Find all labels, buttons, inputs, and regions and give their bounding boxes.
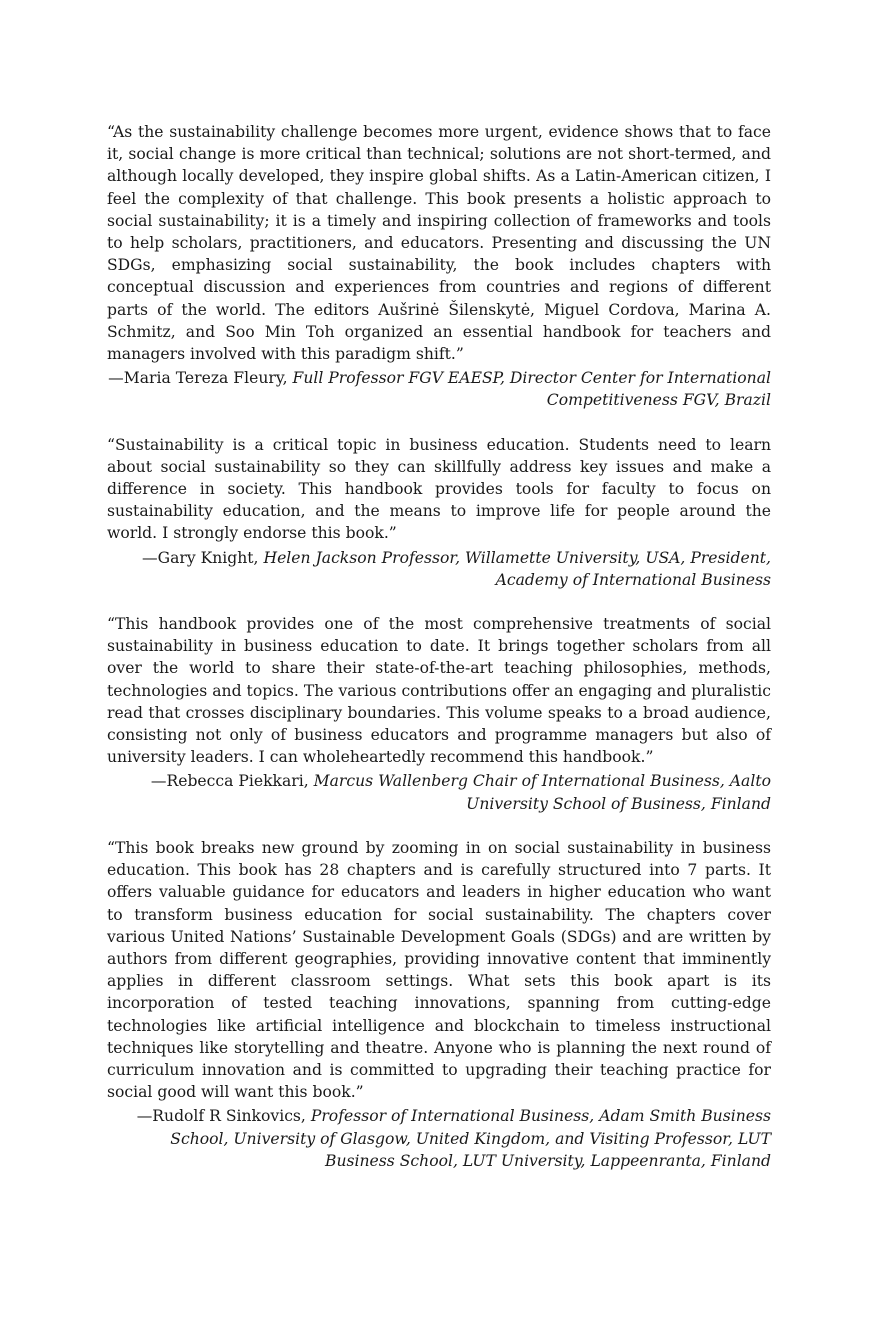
endorsement-attribution	[107, 367, 771, 411]
endorser-name: —Rudolf R Sinkovics,	[136, 1107, 306, 1126]
endorsement-sinkovics	[107, 837, 771, 1172]
endorser-title: Full Professor FGV EAESP, Director Center for International Competitiveness FGV, Brazil	[292, 369, 771, 410]
endorsement-quote: “This book breaks new ground by zooming in on social sustainability in business education. This book has 28 chapters and is carefully structured into 7 parts. It offers valuable guidance for educators and leaders in higher education who want to transform business education for social sustainability. The chapters cover various United Nations’ Sustainable Development Goals (SDGs) and are written by authors from different geographies, providing innovative content that imminently applies in different classroom settings. What sets this book apart is its incorporation of tested teaching innovations, spanning from cutting-edge technologies like artificial intelligence and blockchain to timeless instructional techniques like storytelling and theatre. Anyone who is planning the next round of curriculum innovation and is committed to upgrading their teaching practice for social good will want this book.”	[107, 838, 771, 1102]
endorsement-attribution	[107, 1105, 771, 1172]
endorsement-attribution	[107, 770, 771, 814]
endorser-title: Marcus Wallenberg Chair of International Business, Aalto University School of Business, Finland	[313, 772, 771, 813]
endorser-name: —Gary Knight,	[142, 548, 259, 567]
endorsement-quote: “As the sustainability challenge becomes more urgent, evidence shows that to face it, social change is more critical than technical; solutions are not short-termed, and although locally developed, they inspire global shifts. As a Latin-American citizen, I feel the complexity of that challenge. This book presents a holistic approach to social sustainability; it is a timely and inspiring collection of frameworks and tools to help scholars, practitioners, and educators. Presenting and discussing the UN SDGs, emphasizing social sustainability, the book includes chapters with conceptual discussion and experiences from countries and regions of different parts of the world. The editors Aušrinė Šilenskytė, Miguel Cordova, Marina A. Schmitz, and Soo Min Toh organized an essential handbook for teachers and managers involved with this paradigm shift.”	[107, 123, 771, 364]
endorser-title: Helen Jackson Professor, Willamette University, USA, President, Academy of International Business	[263, 548, 771, 589]
endorsement-piekkari	[107, 613, 771, 815]
endorser-name: —Maria Tereza Fleury,	[108, 369, 288, 388]
endorsement-attribution	[107, 547, 771, 591]
endorsements-page	[107, 121, 771, 1194]
endorsement-knight	[107, 434, 771, 591]
endorsement-fleury	[107, 121, 771, 412]
endorser-name: —Rebecca Piekkari,	[150, 772, 309, 791]
endorsement-quote: “Sustainability is a critical topic in business education. Students need to learn about social sustainability so they can skillfully address key issues and make a difference in society. This handbook provides tools for faculty to focus on sustainability education, and the means to improve life for people around the world. I strongly endorse this book.”	[107, 435, 771, 543]
endorsement-quote: “This handbook provides one of the most comprehensive treatments of social sustainability in business education to date. It brings together scholars from all over the world to share their state-of-the-art teaching philosophies, methods, technologies and topics. The various contributions offer an engaging and pluralistic read that crosses disciplinary boundaries. This volume speaks to a broad audience, consisting not only of business educators and programme managers but also of university leaders. I can wholeheartedly recommend this handbook.”	[107, 615, 771, 767]
endorser-title: Professor of International Business, Adam Smith Business School, University of Glasgow, United Kingdom, and Visiting Professor, LUT Business School, LUT University, Lappeenranta, Finland	[170, 1107, 771, 1170]
